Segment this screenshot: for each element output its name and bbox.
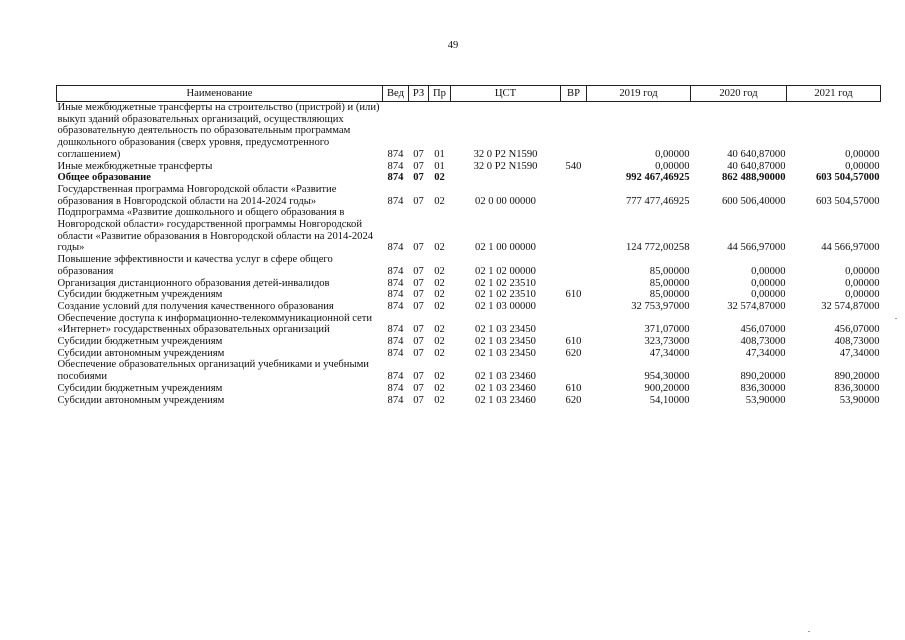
cell-vr: 610 — [565, 382, 582, 394]
cell-ved: 874 — [387, 242, 404, 254]
cell-2019: 992 467,46925 — [625, 172, 690, 184]
cell-vr — [561, 313, 587, 336]
cell-rz: 07 — [413, 382, 424, 394]
cell-ved: 874 — [387, 300, 404, 312]
header-2020: 2020 год — [691, 86, 787, 102]
cell-ved: 874 — [387, 394, 404, 406]
cell-pr: 02 — [434, 172, 445, 184]
cell-ved: 874 — [387, 289, 404, 301]
cell-ved: 874 — [387, 265, 404, 277]
cell-rz: 07 — [413, 324, 424, 336]
cell-cst: 02 1 03 23450 — [475, 336, 536, 348]
cell-2019: 0,00000 — [655, 148, 690, 160]
cell-name: Обеспечение доступа к информационно-телекоммуникационной сети «Интернет» государственных образовательных организаций — [57, 312, 373, 336]
scan-speck — [895, 318, 897, 319]
cell-ved: 874 — [387, 160, 404, 172]
cell-rz: 07 — [413, 265, 424, 277]
cell-2021: 836,30000 — [834, 382, 880, 394]
cell-pr: 02 — [434, 265, 445, 277]
cell-2021: 408,73000 — [834, 336, 880, 348]
table-row — [57, 161, 881, 173]
cell-2020: 408,73000 — [740, 336, 786, 348]
cell-rz: 07 — [413, 160, 424, 172]
cell-rz: 07 — [413, 347, 424, 359]
cell-cst: 02 1 00 00000 — [475, 242, 536, 254]
cell-pr: 02 — [434, 195, 445, 207]
cell-vr: 620 — [565, 347, 582, 359]
cell-2019: 47,34000 — [649, 347, 690, 359]
cell-2021: 0,00000 — [845, 289, 880, 301]
cell-cst: 02 1 03 23460 — [475, 371, 536, 383]
cell-pr: 02 — [434, 394, 445, 406]
cell-2020: 0,00000 — [751, 265, 786, 277]
cell-2019: 85,00000 — [649, 277, 690, 289]
header-cst: ЦСТ — [451, 86, 561, 102]
cell-name: Государственная программа Новгородской области «Развитие образования в Новгородской области на 2014-2024 годы» — [57, 183, 337, 207]
cell-name: Субсидии автономным учреждениям — [57, 394, 225, 406]
cell-ved: 874 — [387, 195, 404, 207]
cell-2021: 53,90000 — [839, 394, 880, 406]
cell-rz: 07 — [413, 195, 424, 207]
cell-2020: 40 640,87000 — [727, 160, 786, 172]
cell-2019: 54,10000 — [649, 394, 690, 406]
table-row — [57, 383, 881, 395]
cell-vr: 620 — [565, 394, 582, 406]
cell-2019: 124 772,00258 — [625, 242, 690, 254]
cell-pr: 01 — [434, 160, 445, 172]
cell-2021: 32 574,87000 — [821, 300, 880, 312]
cell-2021: 0,00000 — [845, 277, 880, 289]
table-header — [57, 86, 881, 102]
cell-2021: 0,00000 — [845, 160, 880, 172]
cell-cst: 02 0 00 00000 — [475, 195, 536, 207]
cell-pr: 02 — [434, 289, 445, 301]
cell-name: Субсидии бюджетным учреждениям — [57, 289, 223, 301]
cell-rz: 07 — [413, 242, 424, 254]
header-rz: РЗ — [409, 86, 429, 102]
cell-2020: 53,90000 — [745, 394, 786, 406]
budget-table — [56, 85, 881, 406]
header-name: Наименование — [57, 86, 383, 102]
cell-2021: 890,20000 — [834, 371, 880, 383]
cell-vr — [561, 207, 587, 254]
cell-2020: 47,34000 — [745, 347, 786, 359]
cell-vr: 540 — [565, 160, 582, 172]
cell-ved: 874 — [387, 336, 404, 348]
cell-ved: 874 — [387, 371, 404, 383]
cell-vr: 610 — [565, 289, 582, 301]
cell-ved: 874 — [387, 382, 404, 394]
cell-name: Обеспечение образовательных организаций учебниками и учебными пособиями — [57, 359, 369, 383]
header-2021: 2021 год — [787, 86, 881, 102]
cell-pr: 02 — [434, 382, 445, 394]
cell-ved: 874 — [387, 148, 404, 160]
cell-2020: 32 574,87000 — [727, 300, 786, 312]
table-row — [57, 172, 881, 184]
cell-name: Субсидии бюджетным учреждениям — [57, 336, 223, 348]
cell-name: Организация дистанционного образования детей-инвалидов — [57, 277, 330, 289]
cell-rz: 07 — [413, 300, 424, 312]
cell-cst: 02 1 03 23450 — [475, 324, 536, 336]
cell-2019: 777 477,46925 — [625, 195, 690, 207]
cell-rz: 07 — [413, 277, 424, 289]
table-row — [57, 102, 881, 161]
cell-2020: 0,00000 — [751, 277, 786, 289]
cell-2019: 0,00000 — [655, 160, 690, 172]
cell-name: Общее образование — [57, 172, 151, 184]
cell-pr: 02 — [434, 300, 445, 312]
cell-rz: 07 — [413, 148, 424, 160]
scan-speck — [808, 631, 810, 632]
cell-2020: 862 488,90000 — [721, 172, 786, 184]
table-row — [57, 313, 881, 336]
cell-cst: 02 1 03 00000 — [475, 300, 536, 312]
cell-pr: 02 — [434, 324, 445, 336]
table-row — [57, 336, 881, 348]
cell-rz: 07 — [413, 394, 424, 406]
cell-2020: 600 506,40000 — [721, 195, 786, 207]
cell-rz: 07 — [413, 336, 424, 348]
table-row — [57, 184, 881, 207]
cell-name: Подпрограмма «Развитие дошкольного и общего образования в Новгородской области» государственной программы Новгородской области «Развитие образования в Новгородской области на 2014-2024 годы» — [57, 207, 374, 254]
table-row — [57, 395, 881, 407]
table-row — [57, 278, 881, 290]
cell-name: Создание условий для получения качественного образования — [57, 300, 334, 312]
cell-2021: 0,00000 — [845, 148, 880, 160]
cell-cst: 32 0 Р2 N1590 — [473, 148, 538, 160]
table-row — [57, 254, 881, 277]
table-body — [57, 102, 881, 407]
cell-cst: 02 1 03 23460 — [475, 382, 536, 394]
cell-ved: 874 — [387, 172, 404, 184]
cell-name: Субсидии автономным учреждениям — [57, 347, 225, 359]
cell-2019: 371,07000 — [644, 324, 690, 336]
cell-2021: 44 566,97000 — [821, 242, 880, 254]
cell-2021: 603 504,57000 — [815, 172, 880, 184]
cell-cst: 32 0 Р2 N1590 — [473, 160, 538, 172]
cell-2020: 836,30000 — [740, 382, 786, 394]
cell-2021: 456,07000 — [834, 324, 880, 336]
header-pr: Пр — [429, 86, 451, 102]
cell-2019: 85,00000 — [649, 265, 690, 277]
cell-cst — [451, 172, 561, 184]
cell-name: Субсидии бюджетным учреждениям — [57, 382, 223, 394]
cell-vr — [561, 172, 587, 184]
cell-2020: 44 566,97000 — [727, 242, 786, 254]
cell-2021: 603 504,57000 — [815, 195, 880, 207]
cell-pr: 01 — [434, 148, 445, 160]
cell-2019: 954,30000 — [644, 371, 690, 383]
cell-2020: 456,07000 — [740, 324, 786, 336]
cell-2020: 0,00000 — [751, 289, 786, 301]
cell-vr — [561, 184, 587, 207]
cell-pr: 02 — [434, 277, 445, 289]
header-vr: ВР — [561, 86, 587, 102]
cell-2019: 900,20000 — [644, 382, 690, 394]
cell-2020: 40 640,87000 — [727, 148, 786, 160]
header-ved: Вед — [383, 86, 409, 102]
cell-ved: 874 — [387, 277, 404, 289]
cell-vr: 610 — [565, 336, 582, 348]
cell-vr — [561, 359, 587, 382]
table-row — [57, 207, 881, 254]
cell-ved: 874 — [387, 347, 404, 359]
cell-2019: 323,73000 — [644, 336, 690, 348]
cell-pr: 02 — [434, 371, 445, 383]
cell-2020: 890,20000 — [740, 371, 786, 383]
cell-rz: 07 — [413, 371, 424, 383]
cell-name: Иные межбюджетные трансферты на строительство (пристрой) и (или) выкуп зданий образовательных организаций, осуществляющих образовательную деятельность по образовательным программам дошкольного образования (сверх уровня, предусмотренного соглашением) — [57, 102, 380, 160]
table-row — [57, 359, 881, 382]
cell-name: Повышение эффективности и качества услуг в сфере общего образования — [57, 254, 333, 277]
cell-cst: 02 1 03 23460 — [475, 394, 536, 406]
cell-vr — [561, 301, 587, 313]
page-number: 49 — [447, 40, 459, 51]
cell-2021: 47,34000 — [839, 347, 880, 359]
cell-rz: 07 — [413, 172, 424, 184]
cell-name: Иные межбюджетные трансферты — [57, 160, 213, 172]
table-row — [57, 301, 881, 313]
cell-vr — [561, 278, 587, 290]
cell-2021: 0,00000 — [845, 265, 880, 277]
cell-cst: 02 1 02 23510 — [475, 289, 536, 301]
cell-pr: 02 — [434, 347, 445, 359]
cell-ved: 874 — [387, 324, 404, 336]
table-row — [57, 289, 881, 301]
cell-vr — [561, 102, 587, 161]
cell-pr: 02 — [434, 336, 445, 348]
cell-vr — [561, 254, 587, 277]
cell-2019: 85,00000 — [649, 289, 690, 301]
cell-cst: 02 1 02 23510 — [475, 277, 536, 289]
cell-2019: 32 753,97000 — [631, 300, 690, 312]
cell-cst: 02 1 03 23450 — [475, 347, 536, 359]
table-row — [57, 348, 881, 360]
cell-cst: 02 1 02 00000 — [475, 265, 536, 277]
cell-rz: 07 — [413, 289, 424, 301]
header-2019: 2019 год — [587, 86, 691, 102]
cell-pr: 02 — [434, 242, 445, 254]
